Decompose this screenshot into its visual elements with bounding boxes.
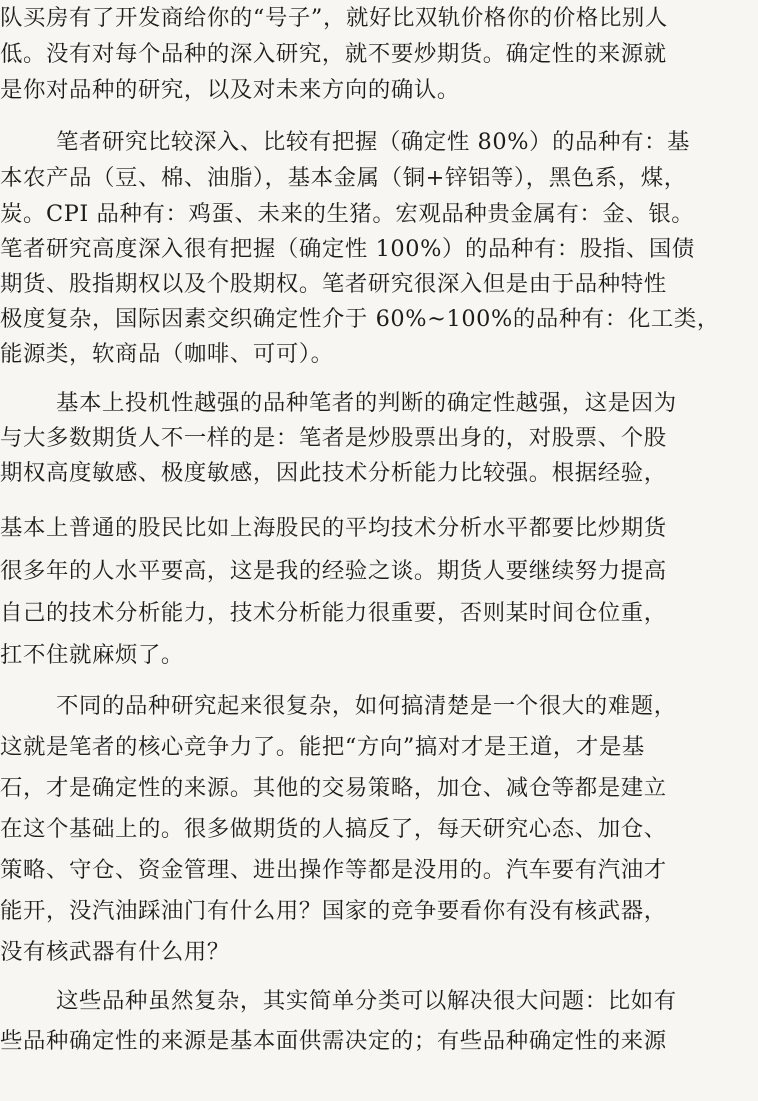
text-line: 策略、守仓、资金管理、进出操作等都是没用的。汽车要有汽油才 [0, 857, 667, 883]
text-line: 期货、股指期权以及个股期权。笔者研究很深入但是由于品种特性 [0, 271, 667, 297]
paragraph-first-line: 不同的品种研究起来很复杂，如何搞清楚是一个很大的难题， [56, 693, 677, 719]
text-line: 自己的技术分析能力，技术分析能力很重要，否则某时间仓位重， [0, 600, 667, 626]
text-line: 本农产品（豆、棉、油脂），基本金属（铜+锌铝等），黑色系，煤， [0, 165, 687, 191]
text-line: 低。没有对每个品种的深入研究，就不要炒期货。确定性的来源就 [0, 41, 667, 67]
text-line: 极度复杂，国际因素交织确定性介于 60%~100%的品种有：化工类， [0, 306, 720, 332]
text-line: 是你对品种的研究，以及对未来方向的确认。 [0, 77, 460, 103]
text-line: 扛不住就麻烦了。 [0, 642, 184, 668]
paragraph-first-line: 笔者研究比较深入、比较有把握（确定性 80%）的品种有：基 [56, 129, 691, 155]
text-line: 能源类，软商品（咖啡、可可）。 [0, 341, 334, 367]
text-line: 笔者研究高度深入很有把握（确定性 100%）的品种有：股指、国债 [0, 236, 695, 262]
text-line: 基本上普通的股民比如上海股民的平均技术分析水平都要比炒期货 [0, 515, 667, 541]
text-line: 这就是笔者的核心竞争力了。能把“方向”搞对才是王道，才是基 [0, 734, 645, 760]
text-line: 在这个基础上的。很多做期货的人搞反了，每天研究心态、加仓、 [0, 816, 667, 842]
text-line: 很多年的人水平要高，这是我的经验之谈。期货人要继续努力提高 [0, 558, 667, 584]
text-line: 与大多数期货人不一样的是：笔者是炒股票出身的，对股票、个股 [0, 425, 667, 451]
text-line: 能开，没汽油踩油门有什么用？国家的竞争要看你有没有核武器， [0, 898, 667, 924]
text-line: 炭。CPI 品种有：鸡蛋、未来的生猪。宏观品种贵金属有：金、银。 [0, 201, 695, 227]
paragraph-first-line: 这些品种虽然复杂，其实简单分类可以解决很大问题：比如有 [56, 988, 677, 1014]
text-line: 些品种确定性的来源是基本面供需决定的；有些品种确定性的来源 [0, 1028, 667, 1054]
paragraph-first-line: 基本上投机性越强的品种笔者的判断的确定性越强，这是因为 [56, 390, 677, 416]
text-line: 队买房有了开发商给你的“号子”，就好比双轨价格你的价格比别人 [0, 5, 668, 31]
text-line: 石，才是确定性的来源。其他的交易策略，加仓、减仓等都是建立 [0, 775, 667, 801]
text-line: 没有核武器有什么用？ [0, 939, 230, 965]
text-line: 期权高度敏感、极度敏感，因此技术分析能力比较强。根据经验， [0, 460, 667, 486]
